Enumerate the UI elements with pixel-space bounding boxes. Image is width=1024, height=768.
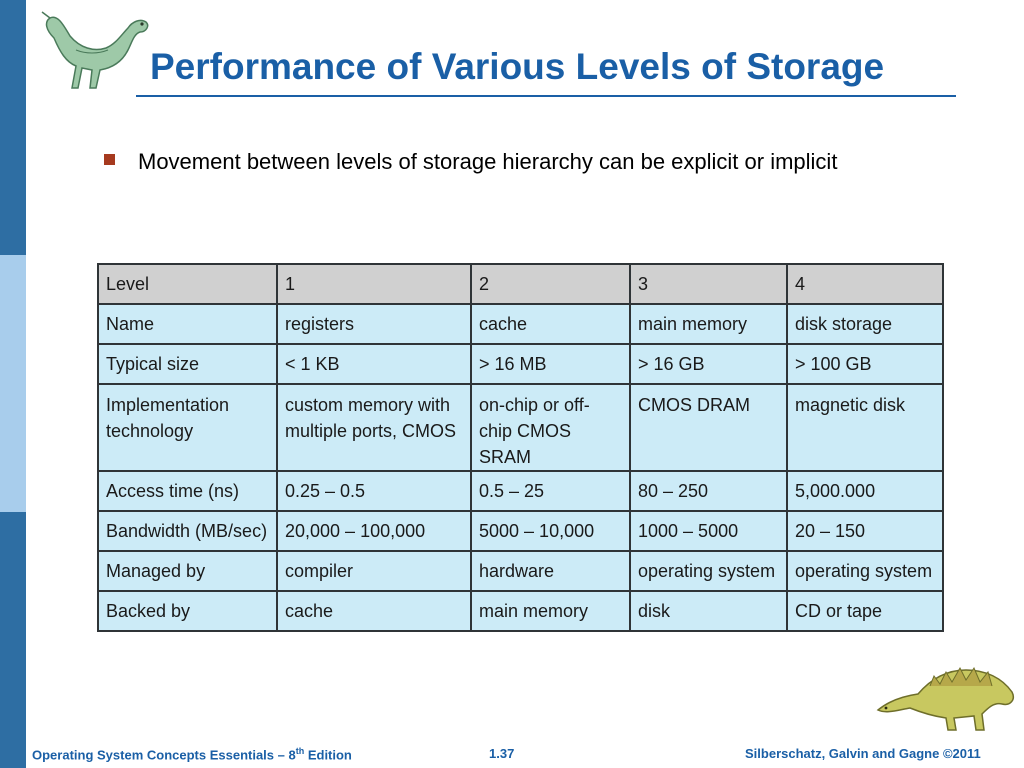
table-cell: Typical size	[98, 344, 277, 384]
table-cell: Bandwidth (MB/sec)	[98, 511, 277, 551]
table-cell: CMOS DRAM	[630, 384, 787, 471]
bullet-text: Movement between levels of storage hierarchy can be explicit or implicit	[138, 149, 838, 174]
table-cell: > 100 GB	[787, 344, 943, 384]
table-row-bandwidth	[98, 511, 943, 551]
table-cell: main memory	[471, 591, 630, 631]
storage-performance-table	[97, 263, 944, 632]
table-cell: cache	[277, 591, 471, 631]
table-cell: 3	[630, 264, 787, 304]
table-cell: > 16 MB	[471, 344, 630, 384]
table-cell: hardware	[471, 551, 630, 591]
slide-title: Performance of Various Levels of Storage	[150, 46, 885, 87]
dinosaur-logo-icon	[36, 8, 156, 96]
footer-authors: Silberschatz, Galvin and Gagne ©2011	[745, 746, 981, 761]
table-cell: 5,000.000	[787, 471, 943, 511]
sidebar-highlight	[0, 255, 26, 512]
table-row-level	[98, 264, 943, 304]
table-cell: 20 – 150	[787, 511, 943, 551]
table-cell: > 16 GB	[630, 344, 787, 384]
table-cell: CD or tape	[787, 591, 943, 631]
table-cell: main memory	[630, 304, 787, 344]
table-cell: disk storage	[787, 304, 943, 344]
table-cell: 0.5 – 25	[471, 471, 630, 511]
table-cell: Managed by	[98, 551, 277, 591]
table-cell: 20,000 – 100,000	[277, 511, 471, 551]
table-cell: Name	[98, 304, 277, 344]
table-cell: < 1 KB	[277, 344, 471, 384]
table-row-implementation	[98, 384, 943, 471]
left-sidebar-bar	[0, 0, 26, 768]
table-cell: on-chip or off-chip CMOS SRAM	[471, 384, 630, 471]
table-cell: custom memory with multiple ports, CMOS	[277, 384, 471, 471]
table-cell: compiler	[277, 551, 471, 591]
table-cell: operating system	[630, 551, 787, 591]
table-cell: 4	[787, 264, 943, 304]
table-cell: 1	[277, 264, 471, 304]
footer-book-title: Operating System Concepts Essentials – 8th Edition	[32, 746, 352, 763]
bullet-item	[104, 146, 894, 178]
table-cell: 1000 – 5000	[630, 511, 787, 551]
table-cell: Access time (ns)	[98, 471, 277, 511]
table-cell: disk	[630, 591, 787, 631]
table-cell: Level	[98, 264, 277, 304]
table-cell: magnetic disk	[787, 384, 943, 471]
square-bullet-icon	[104, 154, 115, 165]
table-row-access-time	[98, 471, 943, 511]
table-cell: 2	[471, 264, 630, 304]
table-cell: registers	[277, 304, 471, 344]
table-row-managed-by	[98, 551, 943, 591]
table-row-name	[98, 304, 943, 344]
table-cell: Backed by	[98, 591, 277, 631]
table-row-typical-size	[98, 344, 943, 384]
table-cell: 5000 – 10,000	[471, 511, 630, 551]
table-cell: 80 – 250	[630, 471, 787, 511]
footer-page-number: 1.37	[489, 746, 515, 761]
title-underline	[136, 95, 956, 97]
table-cell: 0.25 – 0.5	[277, 471, 471, 511]
stegosaurus-icon	[870, 660, 1020, 735]
table-row-backed-by	[98, 591, 943, 631]
table-cell: cache	[471, 304, 630, 344]
table-cell: operating system	[787, 551, 943, 591]
table-cell: Implementation technology	[98, 384, 277, 471]
